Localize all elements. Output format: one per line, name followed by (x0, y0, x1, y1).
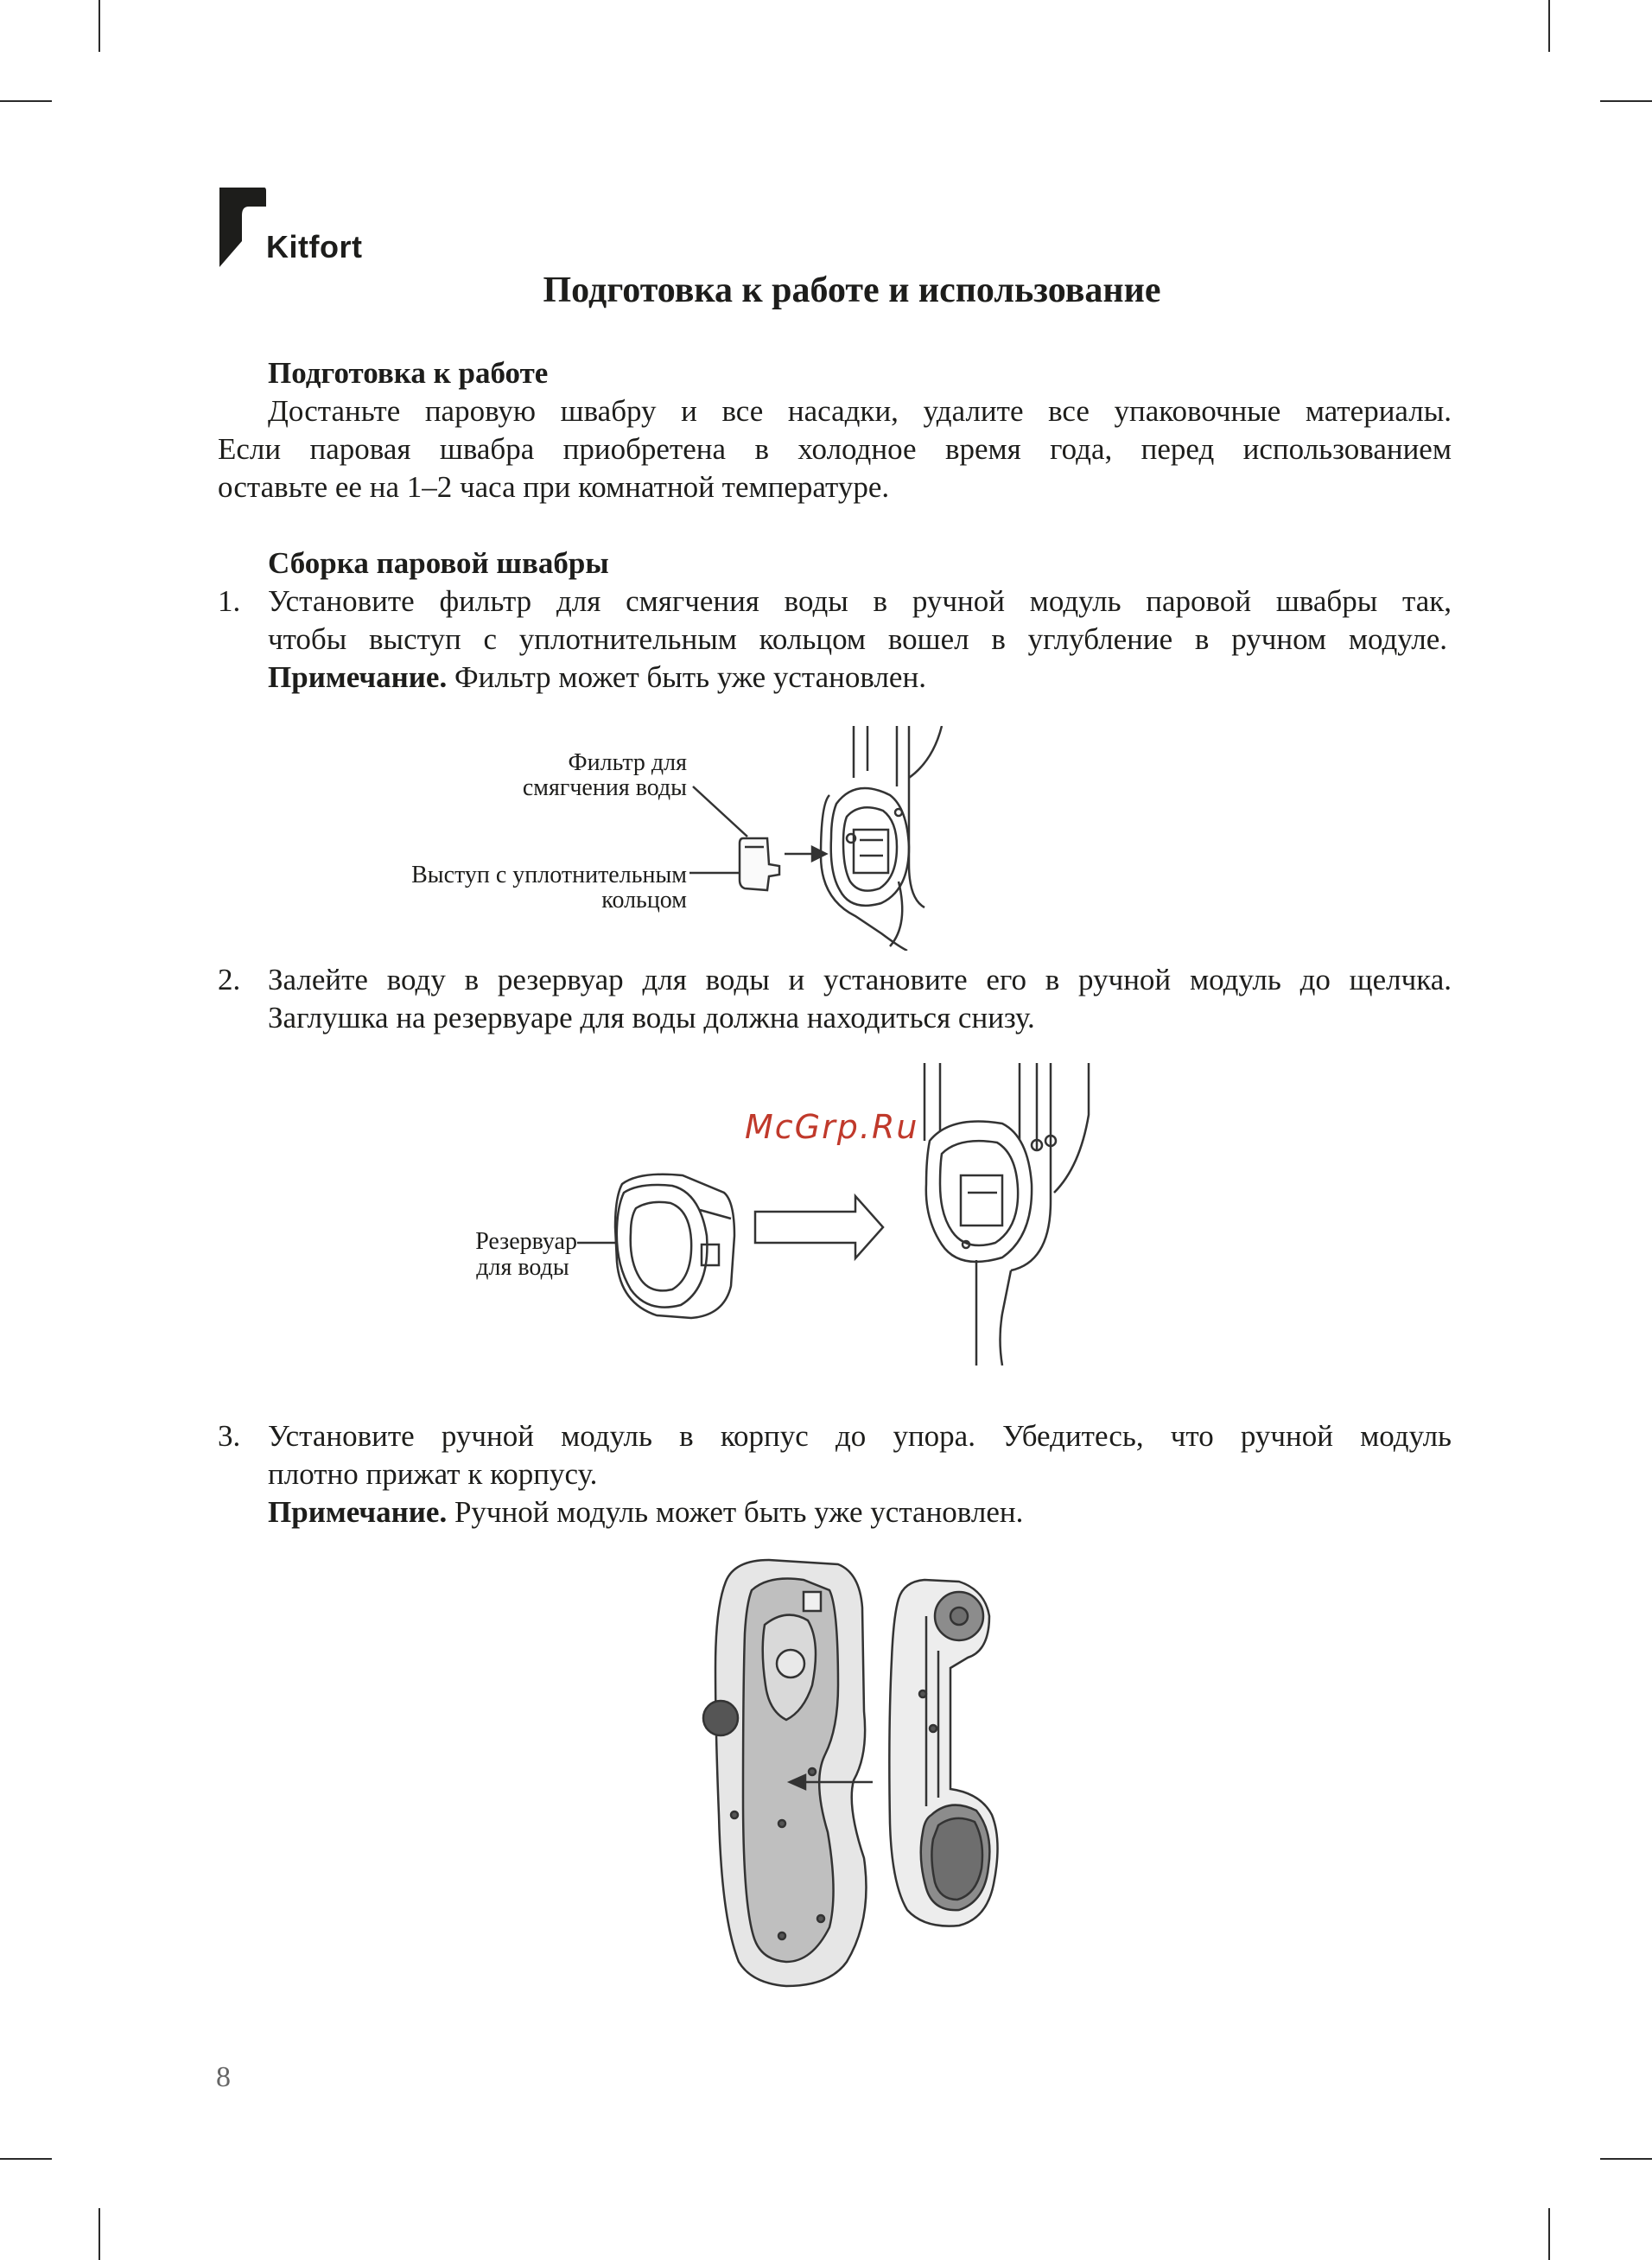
figure-water-tank-installation (570, 1063, 1123, 1366)
note-text: Фильтр может быть уже установлен. (447, 660, 926, 694)
figure-filter-installation (683, 726, 1011, 951)
crop-mark (98, 2208, 100, 2260)
step-note (268, 1493, 1023, 1531)
crop-mark (0, 2158, 52, 2160)
crop-mark (1548, 0, 1550, 52)
section-heading-assembly: Сборка паровой швабры (268, 546, 609, 580)
step-text-line: чтобы выступ с уплотнительным кольцом вошел в углубление в ручном модуле. (268, 622, 1447, 656)
crop-mark (1600, 2158, 1652, 2160)
label-filter-line1: Фильтр для (568, 749, 687, 776)
step-note (268, 659, 926, 697)
paragraph-line: Достаньте паровую швабру и все насадки, удалите все упаковочные материалы. (268, 394, 1452, 428)
label-ridge-line1: Выступ с уплотнительным (411, 862, 687, 888)
figure-handle-module-installation (700, 1556, 1045, 1996)
note-text: Ручной модуль может быть уже установлен. (447, 1495, 1024, 1529)
step-number: 1. (218, 584, 241, 618)
section-heading-preparation: Подготовка к работе (268, 356, 549, 390)
label-ridge-line2: кольцом (601, 887, 687, 914)
brand-name: Kitfort (266, 229, 363, 264)
label-tank-line2: для воды (476, 1254, 569, 1281)
label-filter-line2: смягчения воды (522, 774, 687, 801)
kitfort-logo-icon (216, 186, 268, 268)
page-title: Подготовка к работе и использование (543, 271, 1161, 310)
paragraph-line: оставьте ее на 1–2 часа при комнатной температуре. (218, 470, 890, 504)
step-text-line: плотно прижат к корпусу. (268, 1457, 598, 1491)
step-number: 3. (218, 1419, 241, 1453)
note-label: Примечание. (268, 660, 448, 694)
crop-mark (1548, 2208, 1550, 2260)
crop-mark (98, 0, 100, 52)
paragraph-line: Если паровая швабра приобретена в холодное время года, перед использованием (218, 432, 1452, 466)
step-text-line: Установите фильтр для смягчения воды в ручной модуль паровой швабры так, (268, 584, 1452, 618)
note-label: Примечание. (268, 1495, 448, 1529)
step-text-line: Установите ручной модуль в корпус до упора. Убедитесь, что ручной модуль (268, 1419, 1452, 1453)
step-number: 2. (218, 963, 241, 996)
step-text-line: Залейте воду в резервуар для воды и установите его в ручной модуль до щелчка. (268, 963, 1452, 996)
watermark: McGrp.Ru (745, 1108, 919, 1146)
crop-mark (0, 100, 52, 102)
step-text-line: Заглушка на резервуаре для воды должна находиться снизу. (268, 1001, 1035, 1035)
page-number: 8 (216, 2061, 231, 2093)
crop-mark (1600, 100, 1652, 102)
label-tank-line1: Резервуар (475, 1228, 577, 1255)
brand-logo (216, 186, 389, 272)
